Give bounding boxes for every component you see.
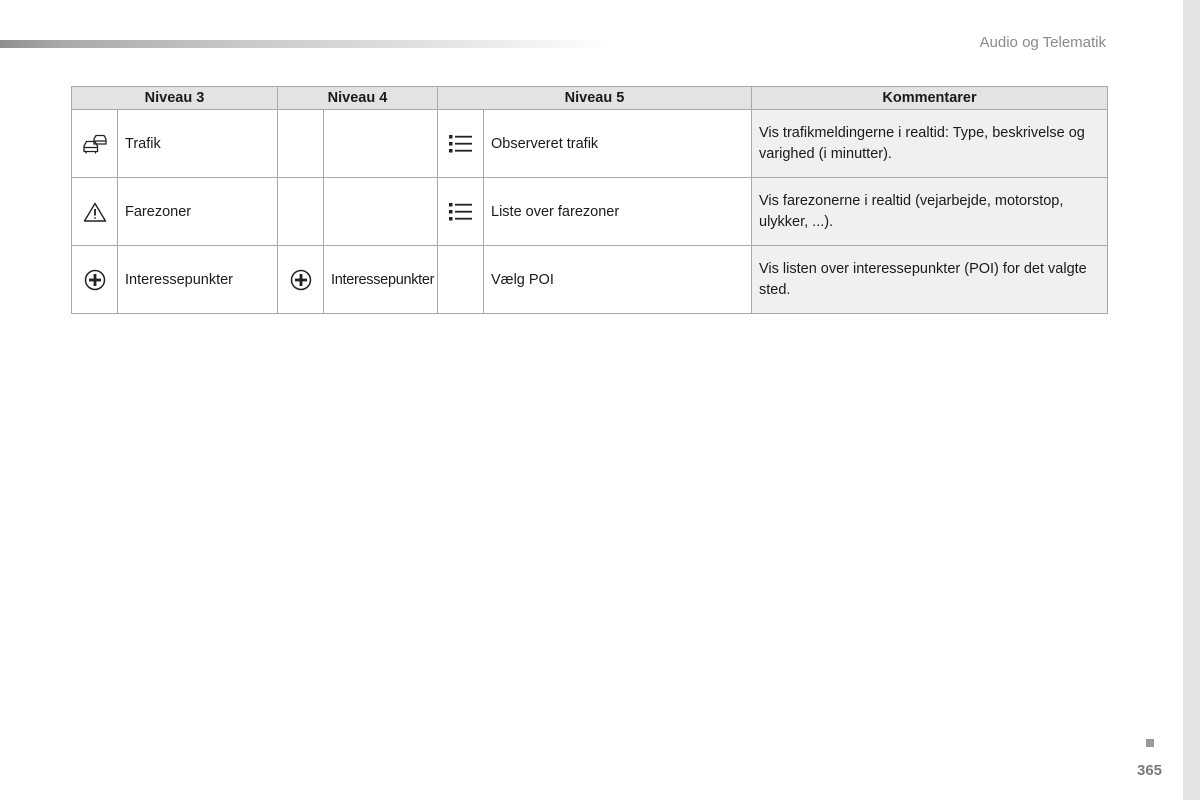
level3-label: Trafik — [118, 110, 278, 178]
level4-icon-cell — [278, 178, 324, 246]
comment-cell: Vis farezonerne i realtid (vejarbejde, motorstop, ulykker, ...). — [752, 178, 1108, 246]
page-marker-square — [1146, 739, 1154, 747]
level3-label: Farezoner — [118, 178, 278, 246]
level5-icon-cell — [438, 178, 484, 246]
header-niveau-3: Niveau 3 — [72, 87, 278, 110]
plus-circle-icon — [84, 269, 106, 291]
header-decorative-bar — [0, 40, 610, 48]
level3-label: Interessepunkter — [118, 246, 278, 314]
page-number: 365 — [1137, 762, 1163, 779]
level4-icon-cell — [278, 110, 324, 178]
level5-icon-cell — [438, 110, 484, 178]
comment-cell: Vis trafikmeldingerne i realtid: Type, beskrivelse og varighed (i minutter). — [752, 110, 1108, 178]
warning-triangle-icon — [83, 202, 107, 222]
list-icon — [449, 203, 473, 221]
level4-label — [324, 110, 438, 178]
table-row — [72, 110, 1108, 178]
level3-icon-cell — [72, 110, 118, 178]
table-header-row — [72, 87, 1108, 110]
header-niveau-4: Niveau 4 — [278, 87, 438, 110]
level4-icon-cell — [278, 246, 324, 314]
level5-label: Observeret trafik — [484, 110, 752, 178]
page-edge-strip — [1183, 0, 1200, 800]
level3-icon-cell — [72, 246, 118, 314]
menu-table — [71, 86, 1108, 314]
level4-label: Interessepunkter — [324, 246, 438, 314]
level3-icon-cell — [72, 178, 118, 246]
section-title: Audio og Telematik — [979, 34, 1106, 51]
plus-circle-icon — [290, 269, 312, 291]
level4-label — [324, 178, 438, 246]
table-row — [72, 246, 1108, 314]
comment-cell: Vis listen over interessepunkter (POI) for det valgte sted. — [752, 246, 1108, 314]
traffic-cars-icon — [82, 134, 108, 154]
list-icon — [449, 135, 473, 153]
header-kommentarer: Kommentarer — [752, 87, 1108, 110]
table-row — [72, 178, 1108, 246]
level5-icon-cell — [438, 246, 484, 314]
level5-label: Vælg POI — [484, 246, 752, 314]
level5-label: Liste over farezoner — [484, 178, 752, 246]
header-niveau-5: Niveau 5 — [438, 87, 752, 110]
